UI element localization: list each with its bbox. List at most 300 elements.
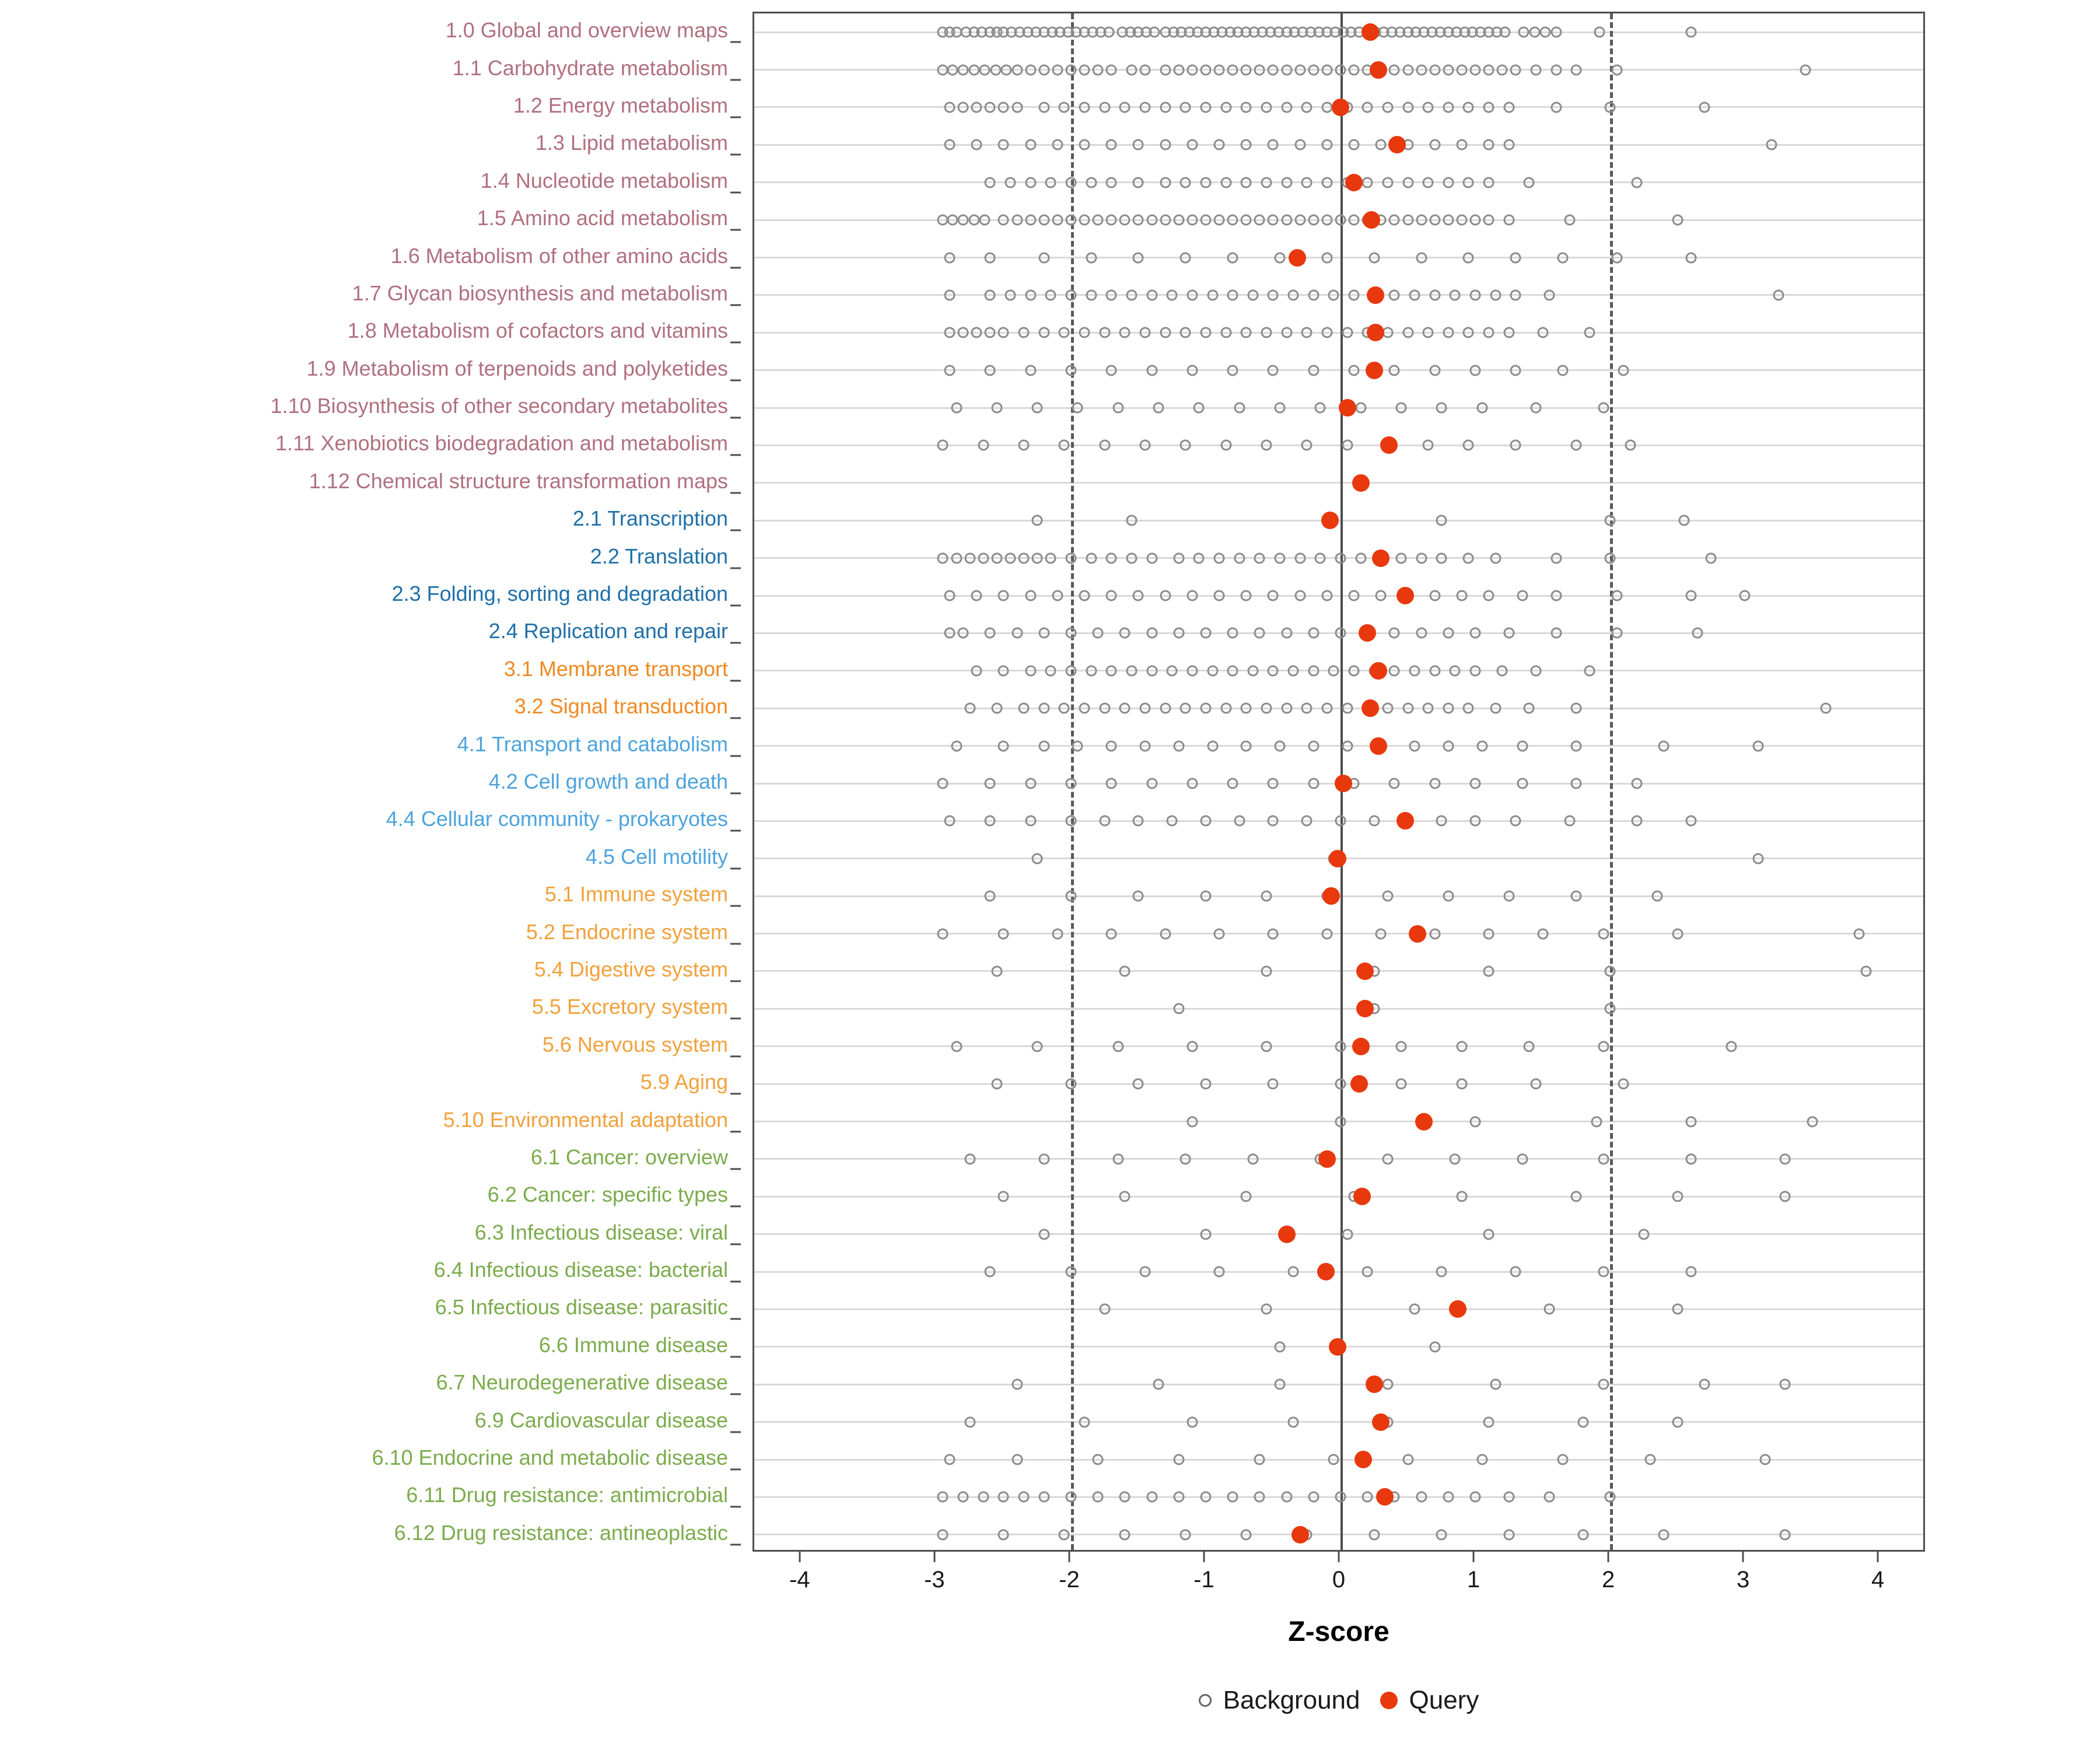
background-point xyxy=(991,965,1002,977)
x-axis-tick-label: 0 xyxy=(1332,1567,1346,1592)
background-point xyxy=(1254,628,1265,639)
background-point xyxy=(1281,1492,1292,1503)
row-gridline xyxy=(754,1308,1923,1310)
background-point xyxy=(1308,778,1319,789)
background-point xyxy=(1133,1079,1144,1090)
background-point xyxy=(1685,27,1696,38)
background-point xyxy=(1052,590,1063,601)
background-point xyxy=(1059,440,1070,451)
background-point xyxy=(1389,628,1400,639)
background-point xyxy=(1518,27,1530,38)
background-point xyxy=(1328,665,1339,676)
background-point xyxy=(1483,327,1494,338)
background-point xyxy=(1093,628,1104,639)
y-axis-tick-mark xyxy=(730,116,741,118)
background-point xyxy=(1241,215,1252,226)
background-point xyxy=(1423,177,1434,188)
legend-item-background xyxy=(1199,1686,1360,1715)
background-point xyxy=(1227,64,1238,75)
background-point xyxy=(1470,289,1481,300)
y-axis-tick-label: 6.2 Cancer: specific types xyxy=(487,1182,728,1207)
background-point xyxy=(971,590,982,601)
background-point xyxy=(1281,215,1292,226)
background-point xyxy=(1294,64,1306,75)
background-point xyxy=(1200,628,1211,639)
y-axis-tick-label: 5.4 Digestive system xyxy=(534,957,728,981)
y-axis-tick-label: 1.10 Biosynthesis of other secondary metabolites xyxy=(270,394,728,418)
y-axis-tick-mark xyxy=(730,1130,741,1132)
background-point xyxy=(1086,289,1097,300)
background-point xyxy=(1119,327,1130,338)
background-point xyxy=(1429,1341,1440,1352)
filled-circle-icon xyxy=(1380,1692,1398,1709)
query-point xyxy=(1363,211,1380,229)
background-point xyxy=(947,64,958,75)
x-axis-tick-mark xyxy=(1068,1552,1070,1562)
background-point xyxy=(1550,102,1562,113)
query-point xyxy=(1370,662,1387,680)
background-point xyxy=(978,552,989,564)
background-point xyxy=(1194,552,1205,564)
background-point xyxy=(1740,590,1751,601)
background-point xyxy=(1268,778,1279,789)
background-point xyxy=(1045,552,1056,564)
row-gridline xyxy=(754,1384,1923,1385)
background-point xyxy=(1012,102,1023,113)
background-point xyxy=(1065,1266,1076,1278)
x-axis-tick-mark xyxy=(1742,1552,1744,1562)
background-point xyxy=(979,64,991,75)
background-point xyxy=(1275,740,1286,751)
background-point xyxy=(1423,703,1434,714)
y-axis-tick-label: 4.2 Cell growth and death xyxy=(488,769,728,793)
background-point xyxy=(1503,102,1514,113)
background-point xyxy=(1220,102,1231,113)
row-gridline xyxy=(754,1271,1923,1273)
background-point xyxy=(1294,139,1306,150)
background-point xyxy=(1173,628,1184,639)
background-point xyxy=(1342,703,1353,714)
background-point xyxy=(1423,327,1434,338)
background-point xyxy=(958,1492,969,1503)
background-point xyxy=(1308,215,1319,226)
y-axis-tick-mark xyxy=(730,830,741,832)
y-axis-tick-label: 1.11 Xenobiotics biodegradation and metabolism xyxy=(275,431,728,456)
background-point xyxy=(1241,102,1252,113)
background-point xyxy=(1672,215,1683,226)
query-point xyxy=(1367,324,1384,341)
background-point xyxy=(1577,1529,1588,1540)
y-axis-tick-mark xyxy=(730,1469,741,1471)
background-point xyxy=(1268,1079,1279,1090)
background-point xyxy=(1490,289,1501,300)
query-point xyxy=(1356,1000,1374,1017)
background-point xyxy=(1349,139,1360,150)
background-point xyxy=(1241,1191,1252,1202)
background-point xyxy=(998,1191,1009,1202)
background-point xyxy=(1605,102,1616,113)
background-point xyxy=(998,665,1009,676)
background-point xyxy=(1160,928,1171,939)
background-point xyxy=(1503,327,1514,338)
background-point xyxy=(1025,289,1036,300)
background-point xyxy=(1571,1191,1582,1202)
y-axis-labels xyxy=(0,12,741,1552)
query-point xyxy=(1352,1038,1370,1055)
background-point xyxy=(1038,628,1049,639)
y-axis-tick-mark xyxy=(730,1544,741,1545)
background-point xyxy=(1032,515,1043,526)
background-point xyxy=(1321,102,1332,113)
background-point xyxy=(1544,289,1555,300)
background-point xyxy=(1463,703,1474,714)
background-point xyxy=(1025,590,1036,601)
background-point xyxy=(1321,64,1332,75)
background-point xyxy=(1200,1228,1211,1240)
background-point xyxy=(1753,740,1764,751)
background-point xyxy=(1119,703,1130,714)
background-point xyxy=(1079,327,1090,338)
background-point xyxy=(1065,64,1076,75)
background-point xyxy=(1106,778,1117,789)
background-point xyxy=(1200,1492,1211,1503)
row-gridline xyxy=(754,745,1923,747)
background-point xyxy=(1065,215,1076,226)
background-point xyxy=(944,102,956,113)
background-point xyxy=(1537,327,1548,338)
background-point xyxy=(1153,1379,1164,1390)
query-point xyxy=(1372,550,1390,567)
background-point xyxy=(1301,703,1312,714)
background-point xyxy=(1443,102,1454,113)
background-point xyxy=(1072,402,1083,414)
y-axis-tick-label: 4.5 Cell motility xyxy=(585,844,728,869)
y-axis-tick-mark xyxy=(730,1431,741,1433)
background-point xyxy=(1032,402,1043,414)
y-axis-tick-label: 6.6 Immune disease xyxy=(538,1332,728,1357)
background-point xyxy=(1328,1454,1339,1465)
query-point xyxy=(1350,1075,1368,1093)
y-axis-tick-mark xyxy=(730,530,741,531)
background-point xyxy=(1497,64,1508,75)
background-point xyxy=(1227,628,1238,639)
background-point xyxy=(1402,177,1413,188)
background-point xyxy=(1275,402,1286,414)
y-axis-tick-label: 6.11 Drug resistance: antimicrobial xyxy=(406,1483,728,1507)
background-point xyxy=(1308,628,1319,639)
background-point xyxy=(1658,740,1670,751)
row-gridline xyxy=(754,332,1923,334)
background-point xyxy=(1854,928,1865,939)
y-axis-tick-mark xyxy=(730,605,741,607)
background-point xyxy=(1173,552,1184,564)
background-point xyxy=(1368,252,1380,263)
background-point xyxy=(958,64,969,75)
background-point xyxy=(1699,1379,1710,1390)
background-point xyxy=(1200,327,1211,338)
background-point xyxy=(1288,289,1299,300)
background-point xyxy=(1531,402,1542,414)
background-point xyxy=(1335,215,1346,226)
background-point xyxy=(937,1492,949,1503)
query-point xyxy=(1370,737,1387,755)
background-point xyxy=(1625,440,1636,451)
background-point xyxy=(1214,590,1225,601)
background-point xyxy=(1146,1492,1157,1503)
query-point xyxy=(1356,963,1374,980)
y-axis-tick-label: 1.12 Chemical structure transformation maps xyxy=(309,468,728,493)
background-point xyxy=(1780,1191,1791,1202)
y-axis-tick-mark xyxy=(730,567,741,569)
background-point xyxy=(1773,289,1784,300)
background-point xyxy=(1241,64,1252,75)
background-point xyxy=(1645,1454,1656,1465)
query-point xyxy=(1362,23,1379,41)
background-point xyxy=(1119,1529,1130,1540)
reference-line xyxy=(1610,13,1613,1550)
background-point xyxy=(1558,252,1569,263)
y-axis-tick-label: 2.4 Replication and repair xyxy=(488,619,728,643)
background-point xyxy=(1321,139,1332,150)
x-axis xyxy=(752,1552,1925,1622)
background-point xyxy=(1268,139,1279,150)
background-point xyxy=(1126,289,1137,300)
background-point xyxy=(991,552,1002,564)
y-axis-tick-mark xyxy=(730,1093,741,1095)
background-point xyxy=(998,102,1009,113)
background-point xyxy=(958,215,969,226)
y-axis-tick-mark xyxy=(730,267,741,268)
background-point xyxy=(1106,665,1117,676)
background-point xyxy=(1065,816,1076,827)
background-point xyxy=(1086,665,1097,676)
background-point xyxy=(1800,64,1811,75)
background-point xyxy=(985,1266,996,1278)
background-point xyxy=(1335,1492,1346,1503)
background-point xyxy=(1503,891,1514,902)
background-point xyxy=(1227,365,1238,376)
background-point xyxy=(1153,402,1164,414)
background-point xyxy=(1227,778,1238,789)
background-point xyxy=(985,327,996,338)
background-point xyxy=(1106,365,1117,376)
background-point xyxy=(1261,327,1272,338)
plot-panel xyxy=(752,12,1925,1552)
background-point xyxy=(1389,665,1400,676)
background-point xyxy=(1321,928,1332,939)
legend-item-query xyxy=(1380,1686,1479,1715)
y-axis-tick-mark xyxy=(730,1243,741,1245)
background-point xyxy=(1140,703,1151,714)
background-point xyxy=(1012,215,1023,226)
background-point xyxy=(1065,628,1076,639)
y-axis-tick-mark xyxy=(730,1394,741,1395)
background-point xyxy=(1261,965,1272,977)
background-point xyxy=(1294,215,1306,226)
background-point xyxy=(1706,552,1717,564)
query-point xyxy=(1388,136,1406,153)
background-point xyxy=(1186,1416,1198,1427)
background-point xyxy=(1537,928,1548,939)
background-point xyxy=(1591,1116,1602,1127)
background-point xyxy=(985,102,996,113)
background-point xyxy=(1268,365,1279,376)
y-axis-tick-mark xyxy=(730,680,741,681)
row-gridline xyxy=(754,1008,1923,1010)
background-point xyxy=(1564,215,1575,226)
background-point xyxy=(1423,440,1434,451)
background-point xyxy=(1349,64,1360,75)
background-point xyxy=(1470,1116,1481,1127)
query-point xyxy=(1449,1300,1466,1318)
background-point xyxy=(1503,215,1514,226)
y-axis-tick-label: 6.1 Cancer: overview xyxy=(530,1144,728,1169)
background-point xyxy=(1685,816,1696,827)
y-axis-tick-label: 1.8 Metabolism of cofactors and vitamins xyxy=(347,318,728,343)
background-point xyxy=(1038,1492,1049,1503)
background-point xyxy=(1429,665,1440,676)
background-point xyxy=(1207,740,1218,751)
background-point xyxy=(1611,628,1622,639)
background-point xyxy=(1167,816,1178,827)
background-point xyxy=(1429,215,1440,226)
x-axis-title: Z-score xyxy=(1288,1616,1390,1647)
background-point xyxy=(1173,1003,1184,1014)
background-point xyxy=(1490,703,1501,714)
background-point xyxy=(1463,327,1474,338)
background-point xyxy=(1106,552,1117,564)
query-point xyxy=(1321,512,1339,529)
background-point xyxy=(1247,665,1258,676)
background-point xyxy=(1672,928,1683,939)
background-point xyxy=(1126,515,1137,526)
background-point xyxy=(1409,289,1420,300)
background-point xyxy=(1321,252,1332,263)
background-point xyxy=(1382,1153,1393,1164)
background-point xyxy=(1180,1529,1191,1540)
background-point xyxy=(1301,102,1312,113)
background-point xyxy=(1167,665,1178,676)
y-axis-tick-mark xyxy=(730,417,741,419)
background-point xyxy=(1355,552,1366,564)
background-point xyxy=(947,215,958,226)
background-point xyxy=(1173,1454,1184,1465)
x-axis-tick-label: -3 xyxy=(924,1567,945,1592)
background-point xyxy=(1254,552,1265,564)
row-gridline xyxy=(754,1196,1923,1198)
background-point xyxy=(1362,177,1373,188)
background-point xyxy=(1335,64,1346,75)
y-axis-tick-mark xyxy=(730,304,741,306)
row-gridline xyxy=(754,933,1923,935)
row-gridline xyxy=(754,482,1923,484)
background-point xyxy=(1470,365,1481,376)
background-point xyxy=(1025,816,1036,827)
background-point xyxy=(1012,1379,1023,1390)
background-point xyxy=(1227,215,1238,226)
background-point xyxy=(1281,64,1292,75)
background-point xyxy=(1261,703,1272,714)
background-point xyxy=(1429,928,1440,939)
background-point xyxy=(1241,1529,1252,1540)
background-point xyxy=(1564,816,1575,827)
y-axis-tick-label: 6.7 Neurodegenerative disease xyxy=(436,1370,728,1395)
background-point xyxy=(1780,1529,1791,1540)
background-point xyxy=(937,778,949,789)
background-point xyxy=(985,816,996,827)
background-point xyxy=(985,628,996,639)
background-point xyxy=(971,665,982,676)
background-point xyxy=(998,928,1009,939)
y-axis-tick-mark xyxy=(730,1506,741,1508)
background-point xyxy=(1632,177,1643,188)
background-point xyxy=(1275,552,1286,564)
background-point xyxy=(1261,177,1272,188)
background-point xyxy=(1160,139,1171,150)
background-point xyxy=(1517,778,1528,789)
background-point xyxy=(1571,64,1582,75)
background-point xyxy=(1099,327,1110,338)
background-point xyxy=(1470,215,1481,226)
query-point xyxy=(1353,1188,1371,1205)
y-axis-tick-mark xyxy=(730,755,741,757)
background-point xyxy=(1382,1379,1393,1390)
background-point xyxy=(1395,1041,1406,1052)
background-point xyxy=(944,252,956,263)
background-point xyxy=(1194,402,1205,414)
background-point xyxy=(1119,215,1130,226)
background-point xyxy=(1261,102,1272,113)
background-point xyxy=(1510,252,1521,263)
background-point xyxy=(1443,703,1454,714)
background-point xyxy=(1456,1041,1467,1052)
background-point xyxy=(1759,1454,1770,1465)
background-point xyxy=(1301,816,1312,827)
background-point xyxy=(1281,102,1292,113)
background-point xyxy=(1470,778,1481,789)
background-point xyxy=(1281,177,1292,188)
background-point xyxy=(1780,1153,1791,1164)
background-point xyxy=(937,552,949,564)
y-axis-tick-label: 5.5 Excretory system xyxy=(531,995,728,1019)
row-gridline xyxy=(754,708,1923,709)
y-axis-tick-mark xyxy=(730,867,741,869)
x-axis-tick-mark xyxy=(799,1552,800,1562)
background-point xyxy=(1126,64,1137,75)
background-point xyxy=(1679,515,1690,526)
background-point xyxy=(1429,64,1440,75)
background-point xyxy=(1241,177,1252,188)
background-point xyxy=(1436,816,1447,827)
y-axis-tick-label: 3.2 Signal transduction xyxy=(514,694,728,719)
background-point xyxy=(1220,703,1231,714)
y-axis-tick-mark xyxy=(730,642,741,644)
background-point xyxy=(1019,552,1030,564)
background-point xyxy=(944,139,956,150)
y-axis-tick-mark xyxy=(730,1318,741,1320)
background-point xyxy=(1726,1041,1737,1052)
background-point xyxy=(1019,1492,1030,1503)
background-point xyxy=(1025,177,1036,188)
y-axis-tick-label: 6.10 Endocrine and metabolic disease xyxy=(372,1446,728,1470)
background-point xyxy=(1133,177,1144,188)
background-point xyxy=(944,628,956,639)
background-point xyxy=(1685,252,1696,263)
query-point xyxy=(1415,1113,1433,1130)
y-axis-tick-mark xyxy=(730,793,741,794)
background-point xyxy=(1045,177,1056,188)
y-axis-tick-mark xyxy=(730,41,741,43)
